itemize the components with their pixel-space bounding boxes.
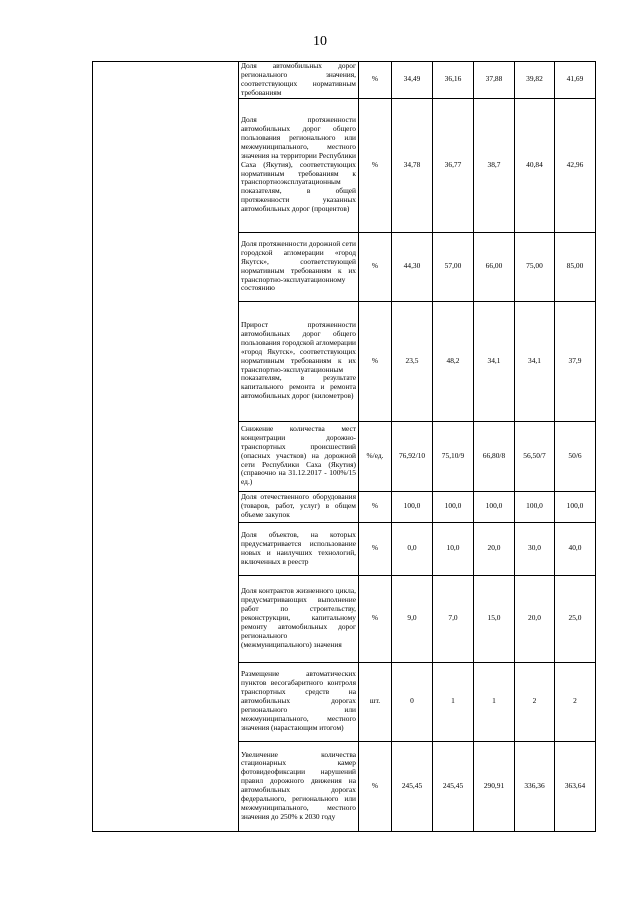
unit-cell: % [359, 522, 392, 575]
value-cell: 100,0 [392, 491, 433, 522]
value-cell: 56,50/7 [515, 421, 555, 491]
value-cell: 30,0 [515, 522, 555, 575]
indicator-cell: Прирост протяженности автомобильных дорог общего пользования городской агломерации «город Якутск», соответствующих нормативным требованиям к их транспортно-эксплуатационным показателям, в результате капитального ремонта и ремонта автомобильных дорог (километров) [239, 301, 359, 421]
indicator-cell: Снижение количества мест концентрации дорожно-транспортных происшествий (опасных участков) на дорожной сети Республики Саха (Якутия) (справочно на 31.12.2017 - 100%/15 ед.) [239, 421, 359, 491]
page-number: 10 [313, 34, 327, 49]
value-cell: 76,92/10 [392, 421, 433, 491]
value-cell: 39,82 [515, 62, 555, 99]
value-cell: 36,77 [433, 98, 474, 232]
value-cell: 44,30 [392, 232, 433, 301]
indicator-cell: Доля протяженности автомобильных дорог общего пользования регионального или межмуниципального, местного значения на территории Республики Саха (Якутия), соответствующих нормативным требованиям к транспортноэксплуатационным показателям, в общей протяженности указанных автомобильных дорог (процентов) [239, 98, 359, 232]
unit-cell: % [359, 741, 392, 831]
value-cell: 23,5 [392, 301, 433, 421]
value-cell: 100,0 [433, 491, 474, 522]
indicator-cell: Доля протяженности дорожной сети городской агломерации «город Якутск», соответствующей нормативным требованиям к их транспортно-эксплуатационному состоянию [239, 232, 359, 301]
indicator-cell: Размещение автоматических пунктов весогабаритного контроля транспортных средств на автомобильных дорогах регионального или межмуниципального, местного значения (нарастающим итогом) [239, 662, 359, 741]
unit-cell: %/ед. [359, 421, 392, 491]
unit-cell: % [359, 575, 392, 662]
unit-cell: % [359, 301, 392, 421]
value-cell: 20,0 [474, 522, 515, 575]
indicator-cell: Доля объектов, на которых предусматривается использование новых и наилучших технологий, включенных в реестр [239, 522, 359, 575]
value-cell: 48,2 [433, 301, 474, 421]
value-cell: 36,16 [433, 62, 474, 99]
value-cell: 42,96 [555, 98, 596, 232]
indicators-table [92, 61, 596, 832]
indicator-cell: Доля отечественного оборудования (товаров, работ, услуг) в общем объеме закупок [239, 491, 359, 522]
value-cell: 2 [515, 662, 555, 741]
unit-cell: % [359, 62, 392, 99]
value-cell: 363,64 [555, 741, 596, 831]
value-cell: 7,0 [433, 575, 474, 662]
value-cell: 37,9 [555, 301, 596, 421]
value-cell: 85,00 [555, 232, 596, 301]
value-cell: 100,0 [555, 491, 596, 522]
value-cell: 10,0 [433, 522, 474, 575]
value-cell: 37,88 [474, 62, 515, 99]
value-cell: 25,0 [555, 575, 596, 662]
value-cell: 1 [433, 662, 474, 741]
value-cell: 34,49 [392, 62, 433, 99]
value-cell: 0,0 [392, 522, 433, 575]
value-cell: 38,7 [474, 98, 515, 232]
value-cell: 20,0 [515, 575, 555, 662]
indicator-cell: Доля контрактов жизненного цикла, предусматривающих выполнение работ по строительству, реконструкции, капитальному ремонту автомобильных дорог регионального (межмуниципального) значения [239, 575, 359, 662]
value-cell: 66,80/8 [474, 421, 515, 491]
table-row [93, 62, 596, 99]
empty-left-column [93, 62, 239, 832]
value-cell: 75,10/9 [433, 421, 474, 491]
value-cell: 34,1 [515, 301, 555, 421]
indicator-cell: Доля автомобильных дорог регионального значения, соответствующих нормативным требованиям [239, 62, 359, 99]
value-cell: 15,0 [474, 575, 515, 662]
unit-cell: % [359, 98, 392, 232]
value-cell: 41,69 [555, 62, 596, 99]
value-cell: 100,0 [474, 491, 515, 522]
unit-cell: шт. [359, 662, 392, 741]
value-cell: 40,84 [515, 98, 555, 232]
value-cell: 290,91 [474, 741, 515, 831]
unit-cell: % [359, 491, 392, 522]
value-cell: 0 [392, 662, 433, 741]
value-cell: 75,00 [515, 232, 555, 301]
value-cell: 336,36 [515, 741, 555, 831]
value-cell: 9,0 [392, 575, 433, 662]
value-cell: 245,45 [392, 741, 433, 831]
value-cell: 34,1 [474, 301, 515, 421]
value-cell: 2 [555, 662, 596, 741]
indicator-cell: Увеличение количества стационарных камер фотовидеофиксации нарушений правил дорожного движения на автомобильных дорогах федерального, регионального или межмуниципального, местного значения до 250% к 2030 году [239, 741, 359, 831]
value-cell: 1 [474, 662, 515, 741]
unit-cell: % [359, 232, 392, 301]
value-cell: 66,00 [474, 232, 515, 301]
value-cell: 245,45 [433, 741, 474, 831]
value-cell: 100,0 [515, 491, 555, 522]
value-cell: 40,0 [555, 522, 596, 575]
value-cell: 34,78 [392, 98, 433, 232]
value-cell: 50/6 [555, 421, 596, 491]
value-cell: 57,00 [433, 232, 474, 301]
